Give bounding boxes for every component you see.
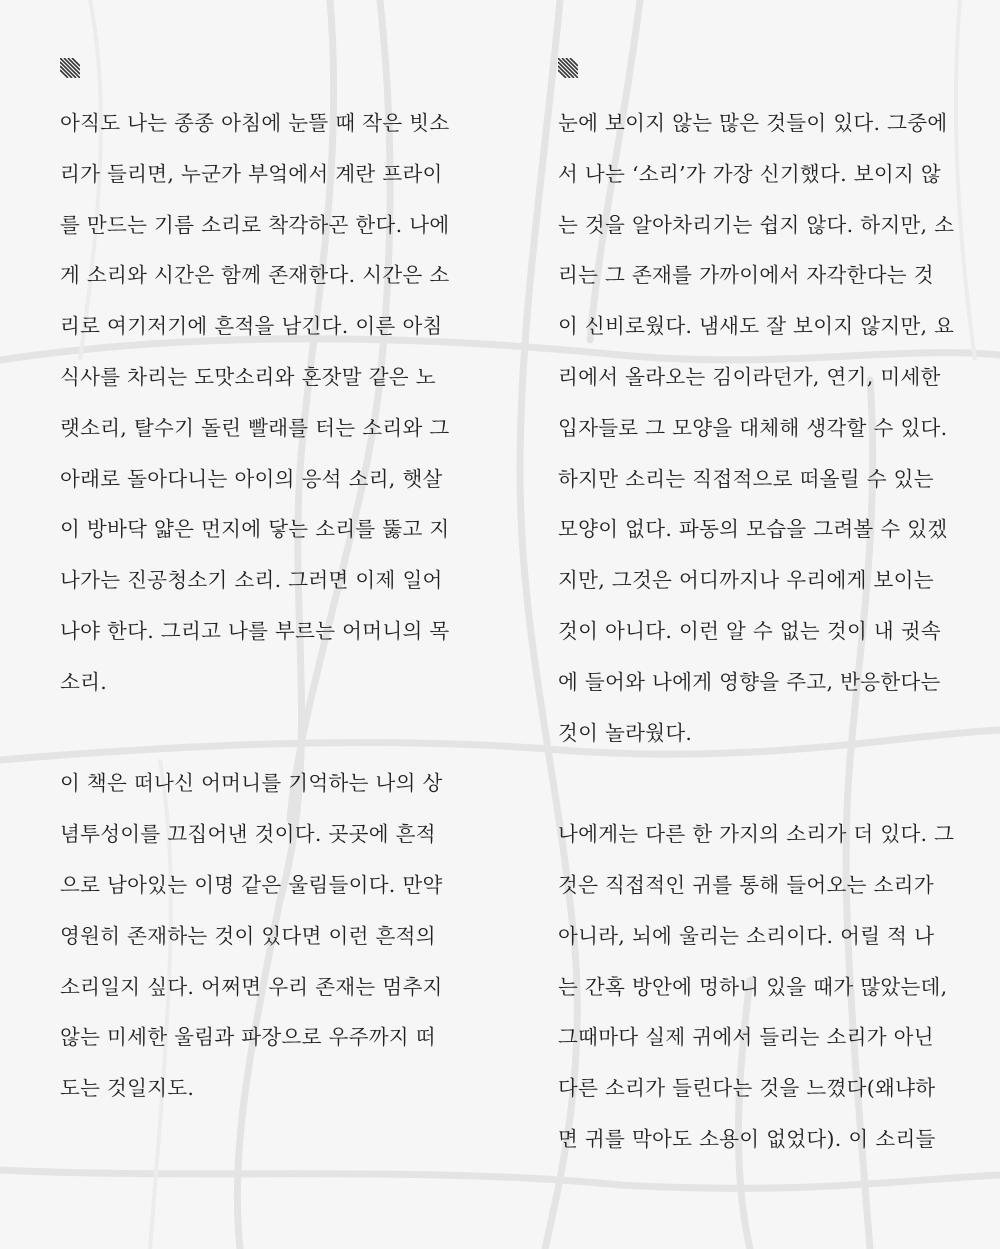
- text-line: 것이 놀라웠다.: [558, 720, 693, 745]
- text-line: 서 나는 ‘소리’가 가장 신기했다. 보이지 않: [558, 161, 941, 186]
- body-paragraph: [558, 817, 955, 1173]
- text-line: 리가 들리면, 누군가 부엌에서 계란 프라이: [60, 161, 443, 186]
- paragraph-spacer: [558, 766, 948, 817]
- text-line: 랫소리, 탈수기 돌린 빨래를 터는 소리와 그: [60, 415, 450, 440]
- text-line: 소리.: [60, 669, 108, 694]
- body-paragraph: [558, 106, 955, 766]
- text-line: 아니라, 뇌에 울리는 소리이다. 어릴 적 나: [558, 923, 935, 948]
- text-line: 나야 한다. 그리고 나를 부르는 어머니의 목: [60, 618, 450, 643]
- text-line: 아래로 돌아다니는 아이의 응석 소리, 햇살: [60, 466, 443, 491]
- text-line: 그때마다 실제 귀에서 들리는 소리가 아닌: [558, 1025, 934, 1050]
- text-line: 않는 미세한 울림과 파장으로 우주까지 떠: [60, 1025, 436, 1050]
- diagonal-hatch-icon: [558, 58, 578, 78]
- text-line: 영원히 존재하는 것이 있다면 이런 흔적의: [60, 923, 436, 948]
- body-paragraph: [60, 106, 450, 716]
- text-line: 나가는 진공청소기 소리. 그러면 이제 일어: [60, 568, 443, 593]
- text-line: 는 간혹 방안에 멍하니 있을 때가 많았는데,: [558, 974, 948, 999]
- text-line: 아직도 나는 종종 아침에 눈뜰 때 작은 빗소: [60, 111, 450, 135]
- left-column: [60, 58, 450, 1122]
- body-paragraph: [60, 766, 445, 1122]
- text-line: 를 만드는 기름 소리로 착각하곤 한다. 나에: [60, 212, 450, 237]
- text-line: 나에게는 다른 한 가지의 소리가 더 있다. 그: [558, 822, 955, 847]
- text-line: 념투성이를 끄집어낸 것이다. 곳곳에 흔적: [60, 822, 436, 847]
- text-line: 것은 직접적인 귀를 통해 들어오는 소리가: [558, 872, 934, 897]
- text-line: 이 책은 떠나신 어머니를 기억하는 나의 상: [60, 771, 443, 796]
- diagonal-hatch-icon: [60, 58, 80, 78]
- text-line: 으로 남아있는 이명 같은 울림들이다. 만약: [60, 872, 443, 897]
- text-line: 는 것을 알아차리기는 쉽지 않다. 하지만, 소: [558, 212, 955, 237]
- text-line: 리에서 올라오는 김이라던가, 연기, 미세한: [558, 364, 941, 389]
- paragraph-spacer: [60, 716, 445, 767]
- text-line: 도는 것일지도.: [60, 1076, 195, 1101]
- text-line: 것이 아니다. 이런 알 수 없는 것이 내 귓속: [558, 618, 941, 643]
- text-line: 지만, 그것은 어디까지나 우리에게 보이는: [558, 568, 934, 593]
- text-line: 눈에 보이지 않는 많은 것들이 있다. 그중에: [558, 111, 948, 135]
- text-line: 면 귀를 막아도 소용이 없었다). 이 소리들: [558, 1126, 936, 1151]
- text-line: 입자들로 그 모양을 대체해 생각할 수 있다.: [558, 415, 948, 440]
- text-line: 다른 소리가 들린다는 것을 느꼈다(왜냐하: [558, 1076, 936, 1101]
- text-line: 리로 여기저기에 흔적을 남긴다. 이른 아침: [60, 314, 443, 339]
- text-line: 게 소리와 시간은 함께 존재한다. 시간은 소: [60, 263, 450, 288]
- text-line: 하지만 소리는 직접적으로 떠올릴 수 있는: [558, 466, 934, 491]
- right-column: [558, 58, 955, 1173]
- text-line: 이 방바닥 얇은 먼지에 닿는 소리를 뚫고 지: [60, 517, 450, 542]
- text-line: 에 들어와 나에게 영향을 주고, 반응한다는: [558, 669, 941, 694]
- text-line: 식사를 차리는 도맛소리와 혼잣말 같은 노: [60, 364, 436, 389]
- text-line: 소리일지 싶다. 어쩌면 우리 존재는 멈추지: [60, 974, 443, 999]
- text-line: 이 신비로웠다. 냄새도 잘 보이지 않지만, 요: [558, 314, 955, 339]
- text-line: 모양이 없다. 파동의 모습을 그려볼 수 있겠: [558, 517, 948, 542]
- text-line: 리는 그 존재를 가까이에서 자각한다는 것: [558, 263, 934, 288]
